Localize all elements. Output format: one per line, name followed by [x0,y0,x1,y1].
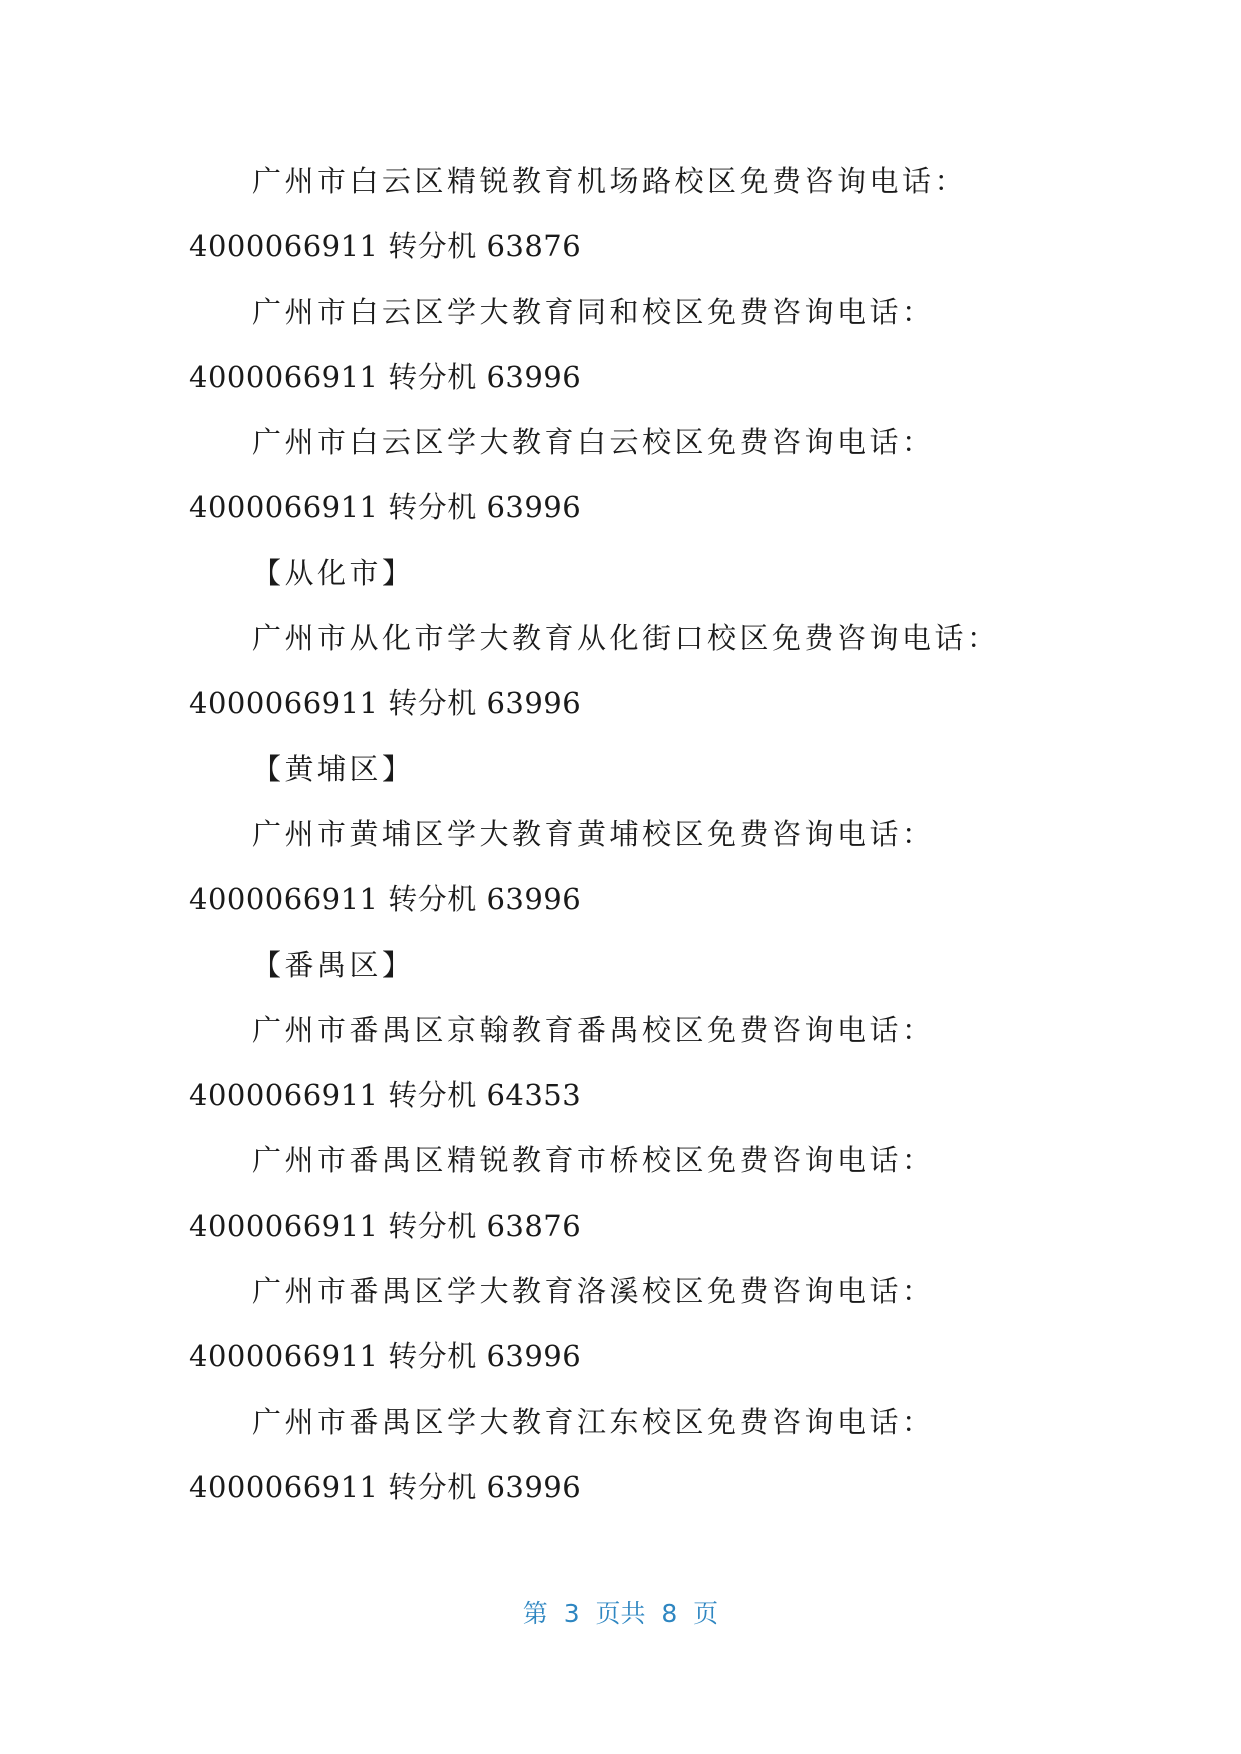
entry-line: 广州市白云区学大教育同和校区免费咨询电话： [252,294,935,329]
entry-line: 广州市从化市学大教育从化街口校区免费咨询电话： [252,621,1000,656]
entry-line: 广州市番禺区学大教育江东校区免费咨询电话： [252,1404,935,1439]
entry-line: 广州市番禺区学大教育洛溪校区免费咨询电话： [252,1274,935,1309]
phone-line: 4000066911 转分机 63876 [189,1208,582,1243]
section-heading: 【从化市】 [252,555,415,590]
phone-line: 4000066911 转分机 63996 [189,882,582,917]
entry-line: 广州市白云区精锐教育机场路校区免费咨询电话： [252,164,968,198]
entry-line: 广州市白云区学大教育白云校区免费咨询电话： [252,425,935,460]
entry-line: 广州市番禺区精锐教育市桥校区免费咨询电话： [252,1143,935,1178]
document-body [189,156,1049,1527]
phone-line: 4000066911 转分机 63996 [189,359,582,394]
phone-line: 4000066911 转分机 63996 [189,1339,582,1374]
phone-line: 4000066911 转分机 64353 [189,1078,582,1113]
phone-line: 4000066911 转分机 63996 [189,490,582,525]
section-heading: 【黄埔区】 [252,751,415,786]
section-heading: 【番禺区】 [252,947,415,982]
phone-line: 4000066911 转分机 63996 [189,686,582,721]
phone-line: 4000066911 转分机 63996 [189,1469,582,1504]
phone-line: 4000066911 转分机 63876 [189,229,582,264]
page-number-footer: 第 3 页共 8 页 [522,1599,719,1628]
entry-line: 广州市黄埔区学大教育黄埔校区免费咨询电话： [252,816,935,851]
entry-line: 广州市番禺区京翰教育番禺校区免费咨询电话： [252,1012,935,1047]
